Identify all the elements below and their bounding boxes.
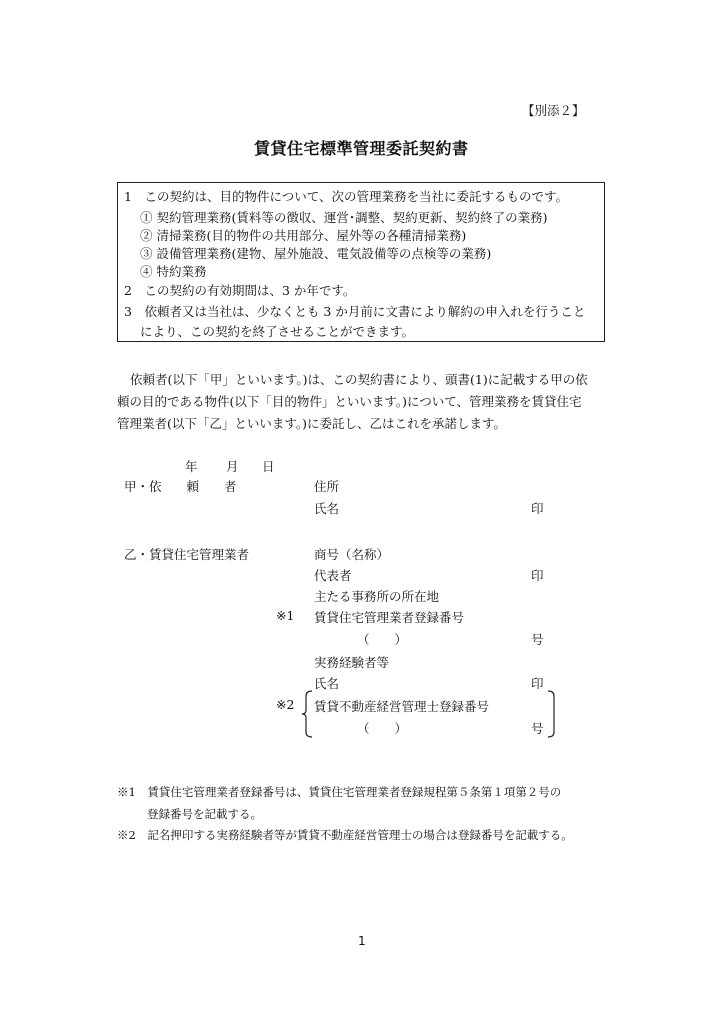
body-line-3: 管理業者(以下「乙」といいます。)に委託し、乙はこれを承諾します。 [117, 416, 507, 431]
seal-mark: 印 [531, 501, 544, 516]
box-line-7: 3 依頼者又は当社は、少なくとも 3 か月前に文書により解約の申入れを行うこと [124, 304, 586, 319]
seal-mark: 印 [531, 568, 544, 583]
box-line-8: により、この契約を終了させることができます。 [140, 324, 415, 339]
box-line-6: 2 この契約の有効期間は、3 か年です。 [124, 283, 356, 298]
manager-registration-paren: （ ） [357, 721, 408, 736]
name-label: 氏名 [314, 501, 340, 516]
page-number: 1 [358, 934, 366, 948]
body-line-1: 依頼者(以下「甲」といいます。)は、この契約書により、頭書(1)に記載する甲の依 [130, 372, 588, 387]
footnote-2: ※2 記名押印する実務経験者等が賃貸不動産経営管理士の場合は登録番号を記載する。 [117, 828, 573, 842]
box-line-2: ① 契約管理業務(賃料等の徴収、運営･調整、契約更新、契約終了の業務) [140, 210, 548, 225]
manager-registration-label: 賃貸不動産経営管理士登録番号 [314, 699, 490, 714]
representative-label: 代表者 [314, 568, 352, 583]
main-office-label: 主たる事務所の所在地 [314, 589, 440, 604]
footnote-1-line-2: 登録番号を記載する。 [147, 807, 262, 821]
party-a-label: 甲・依 頼 者 [124, 479, 237, 494]
date-day: 日 [262, 459, 275, 474]
box-line-4: ③ 設備管理業務(建物、屋外施設、電気設備等の点検等の業務) [140, 246, 492, 261]
number-suffix: 号 [531, 721, 544, 736]
box-line-3: ② 清掃業務(目的物件の共用部分、屋外等の各種清掃業務) [140, 228, 467, 243]
box-line-1: 1 この契約は、目的物件について、次の管理業務を当社に委託するものです。 [124, 189, 568, 204]
attachment-label: 【別添２】 [522, 103, 585, 118]
trade-name-label: 商号（名称） [314, 547, 390, 562]
registration-paren: （ ） [357, 632, 408, 647]
note-1-mark: ※1 [276, 608, 295, 623]
date-month: 月 [226, 459, 239, 474]
body-line-2: 頼の目的である物件(以下「目的物件」といいます。)について、管理業務を賃貸住宅 [117, 394, 582, 409]
seal-mark: 印 [531, 676, 544, 691]
party-b-label: 乙・賃貸住宅管理業者 [124, 547, 250, 562]
address-label: 住所 [314, 479, 340, 494]
box-line-5: ④ 特約業務 [140, 264, 207, 279]
document-title: 賃貸住宅標準管理委託契約書 [254, 139, 469, 158]
number-suffix: 号 [531, 632, 544, 647]
date-year: 年 [185, 459, 198, 474]
left-bracket-icon [300, 690, 314, 738]
right-bracket-icon [546, 690, 560, 738]
footnote-1-line-1: ※1 賃貸住宅管理業者登録番号は、賃貸住宅管理業者登録規程第５条第１項第２号の [117, 785, 562, 799]
practitioner-name-label: 氏名 [314, 676, 340, 691]
registration-number-label: 賃貸住宅管理業者登録番号 [314, 610, 465, 625]
practitioner-label: 実務経験者等 [314, 655, 390, 670]
note-2-mark: ※2 [276, 697, 295, 712]
